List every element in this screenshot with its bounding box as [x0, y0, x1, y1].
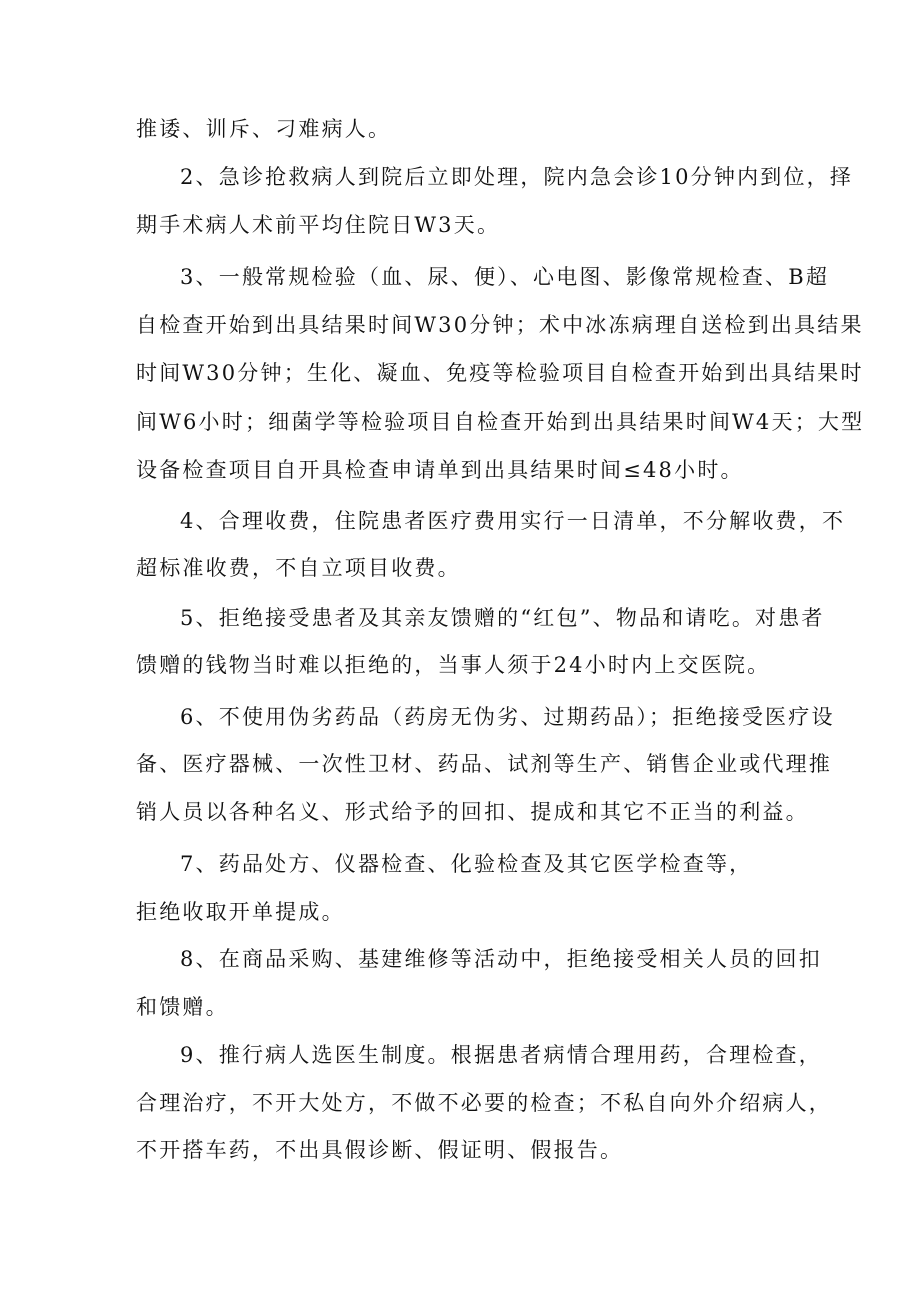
text-line: 销人员以各种名义、形式给予的回扣、提成和其它不正当的利益。	[136, 800, 809, 824]
text-line: 自检查开始到出具结果时间W30分钟；术中冰冻病理自送检到出具结果	[136, 313, 864, 337]
text-line: 推诿、训斥、刁难病人。	[136, 117, 392, 141]
text-line: 设备检查项目自开具检查申请单到出具结果时间≤48小时。	[136, 458, 744, 482]
text-line: 7、药品处方、仪器检查、化验检查及其它医学检查等，	[180, 852, 753, 876]
text-line: 9、推行病人选医生制度。根据患者病情合理用药，合理检查，	[180, 1043, 822, 1067]
text-line: 2、急诊抢救病人到院后立即处理，院内急会诊10分钟内到位，择	[180, 165, 854, 189]
text-line: 拒绝收取开单提成。	[136, 900, 345, 924]
text-line: 4、合理收费，住院患者医疗费用实行一日清单，不分解收费，不	[180, 509, 846, 533]
text-line: 超标准收费，不自立项目收费。	[136, 556, 461, 580]
text-line: 8、在商品采购、基建维修等活动中，拒绝接受相关人员的回扣	[180, 947, 822, 971]
text-line: 6、不使用伪劣药品（药房无伪劣、过期药品）；拒绝接受医疗设	[180, 705, 835, 729]
text-line: 和馈赠。	[136, 995, 229, 1019]
text-line: 期手术病人术前平均住院日W3天。	[136, 213, 501, 237]
text-line: 时间W30分钟；生化、凝血、免疫等检验项目自检查开始到出具结果时	[136, 361, 864, 385]
text-line: 馈赠的钱物当时难以拒绝的，当事人须于24小时内上交医院。	[136, 653, 771, 677]
text-line: 合理治疗，不开大处方，不做不必要的检查；不私自向外介绍病人，	[136, 1091, 832, 1115]
text-line: 5、拒绝接受患者及其亲友馈赠的“红包”、物品和请吃。对患者	[180, 606, 825, 630]
text-line: 不开搭车药，不出具假诊断、假证明、假报告。	[136, 1138, 624, 1162]
text-line: 备、医疗器械、一次性卫材、药品、试剂等生产、销售企业或代理推	[136, 752, 832, 776]
text-line: 间W6小时；细菌学等检验项目自检查开始到出具结果时间W4天；大型	[136, 410, 865, 434]
text-line: 3、一般常规检验（血、尿、便）、心电图、影像常规检查、B超	[180, 265, 830, 289]
